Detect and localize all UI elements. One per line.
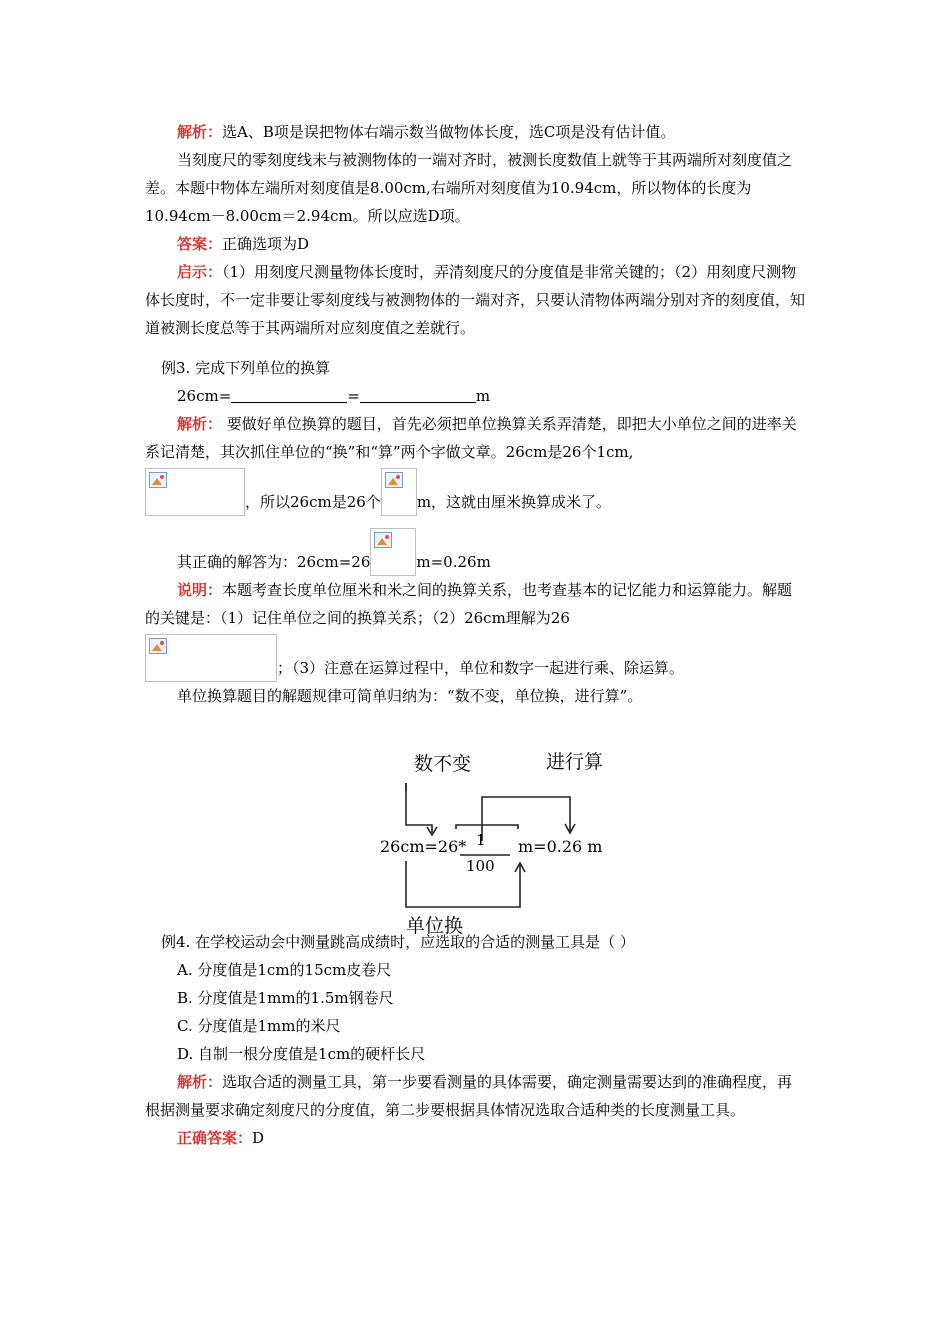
analysis-text: 选取合适的测量工具，第一步要看测量的具体需要，确定测量需要达到的准确程度，再根据测量要求确定刻度尺的分度值，第二步要根据具体情况选取合适种类的长度测量工具。 bbox=[145, 1073, 793, 1119]
ex4-analysis bbox=[145, 1068, 807, 1124]
answer-blank-1 bbox=[231, 386, 347, 403]
analysis-text: 选A、B项是误把物体右端示数当做物体长度，选C项是没有估计值。 bbox=[222, 123, 676, 141]
arrow-shu-bu-bian bbox=[406, 783, 432, 833]
ex3-so-b: m，这就由厘米换算成米了。 bbox=[416, 493, 612, 511]
analysis-label: 解析： bbox=[177, 1073, 223, 1091]
answer-label: 答案： bbox=[177, 235, 223, 253]
ex3-note bbox=[145, 576, 807, 632]
answer-label: 正确答案： bbox=[177, 1129, 253, 1147]
ex3-solution-b: m=0.26m bbox=[416, 553, 491, 571]
fraction-bracket bbox=[456, 825, 518, 829]
ex3-note-tail bbox=[145, 634, 807, 682]
broken-image-icon bbox=[370, 528, 416, 576]
answer-text: D bbox=[252, 1129, 265, 1147]
arrow-dan-wei-huan bbox=[406, 861, 520, 907]
label-dan-wei-huan: 单位换 bbox=[406, 915, 464, 937]
answer-text: 正确选项为D bbox=[222, 235, 310, 253]
document-page bbox=[145, 118, 807, 1152]
ex3-rule: 单位换算题目的解题规律可简单归纳为：“数不变，单位换，进行算”。 bbox=[177, 687, 643, 705]
ex4-option-d: D. 自制一根分度值是1cm的硬杆长尺 bbox=[177, 1045, 426, 1063]
ex3-title: 例3. 完成下列单位的换算 bbox=[161, 359, 331, 377]
ex4-option-b: B. 分度值是1mm的1.5m钢卷尺 bbox=[177, 989, 394, 1007]
note-text: 本题考查长度单位厘米和米之间的换算关系，也考查基本的记忆能力和运算能力。解题的关键是：（1）记住单位之间的换算关系；（2）26cm理解为26 bbox=[145, 581, 793, 627]
answer-blank-2 bbox=[360, 386, 476, 403]
hint-text: （1）用刻度尺测量物体长度时，弄清刻度尺的分度值是非常关键的；（2）用刻度尺测物体长度时，不一定非要让零刻度线与被测物体的一端对齐，只要认清物体两端分别对齐的刻度值，知道被测长度总等于其两端所对应刻度值之差就行。 bbox=[145, 263, 806, 337]
fraction-numerator: 1 bbox=[476, 831, 486, 849]
ex3-question bbox=[145, 382, 807, 410]
equation-left: 26cm=26* bbox=[380, 837, 467, 856]
ex3-question-b: = bbox=[347, 387, 360, 405]
ex3-question-a: 26cm= bbox=[177, 387, 232, 405]
ex4-title: 例4. 在学校运动会中测量跳高成绩时，应选取的合适的测量工具是（ ） bbox=[161, 933, 635, 951]
analysis-label: 解析： bbox=[177, 415, 223, 433]
ex2-hint bbox=[145, 258, 807, 342]
unit-conversion-diagram bbox=[370, 745, 630, 940]
broken-image-icon bbox=[145, 468, 245, 516]
equation-right: m=0.26 m bbox=[518, 837, 603, 856]
ex2-explanation: 当刻度尺的零刻度线未与被测物体的一端对齐时，被测长度数值上就等于其两端所对刻度值之差。本题中物体左端所对刻度值是8.00cm,右端所对刻度值为10.94cm，所以物体的长度为10.94cm－8.00cm＝2.94cm。所以应选D项。 bbox=[145, 151, 793, 225]
ex2-answer bbox=[145, 230, 807, 258]
arrow-jin-xing-suan bbox=[482, 797, 570, 841]
ex3-so-line bbox=[145, 468, 807, 516]
ex3-question-c: m bbox=[475, 387, 491, 405]
ex3-solution-a: 其正确的解答为：26cm=26 bbox=[177, 553, 371, 571]
ex3-solution bbox=[145, 528, 807, 576]
label-shu-bu-bian: 数不变 bbox=[414, 753, 472, 775]
ex3-so-a: ，所以26cm是26个 bbox=[245, 493, 381, 511]
ex4-answer bbox=[145, 1124, 807, 1152]
note-tail-text: ；（3）注意在运算过程中，单位和数字一起进行乘、除运算。 bbox=[277, 659, 685, 677]
ex2-analysis bbox=[145, 118, 807, 146]
analysis-label: 解析： bbox=[177, 123, 223, 141]
broken-image-icon bbox=[381, 468, 417, 516]
broken-image-icon bbox=[145, 634, 277, 682]
ex3-analysis bbox=[145, 410, 807, 466]
ex4-option-a: A. 分度值是1cm的15cm皮卷尺 bbox=[177, 961, 392, 979]
label-jin-xing-suan: 进行算 bbox=[546, 751, 604, 773]
note-label: 说明： bbox=[177, 581, 223, 599]
fraction-denominator: 100 bbox=[466, 857, 495, 875]
ex4-option-c: C. 分度值是1mm的米尺 bbox=[177, 1017, 341, 1035]
analysis-text: 要做好单位换算的题目，首先必须把单位换算关系弄清楚，即把大小单位之间的进率关系记清楚，其次抓住单位的“换”和“算”两个字做文章。26cm是26个1cm, bbox=[145, 415, 797, 461]
hint-label: 启示： bbox=[177, 263, 223, 281]
